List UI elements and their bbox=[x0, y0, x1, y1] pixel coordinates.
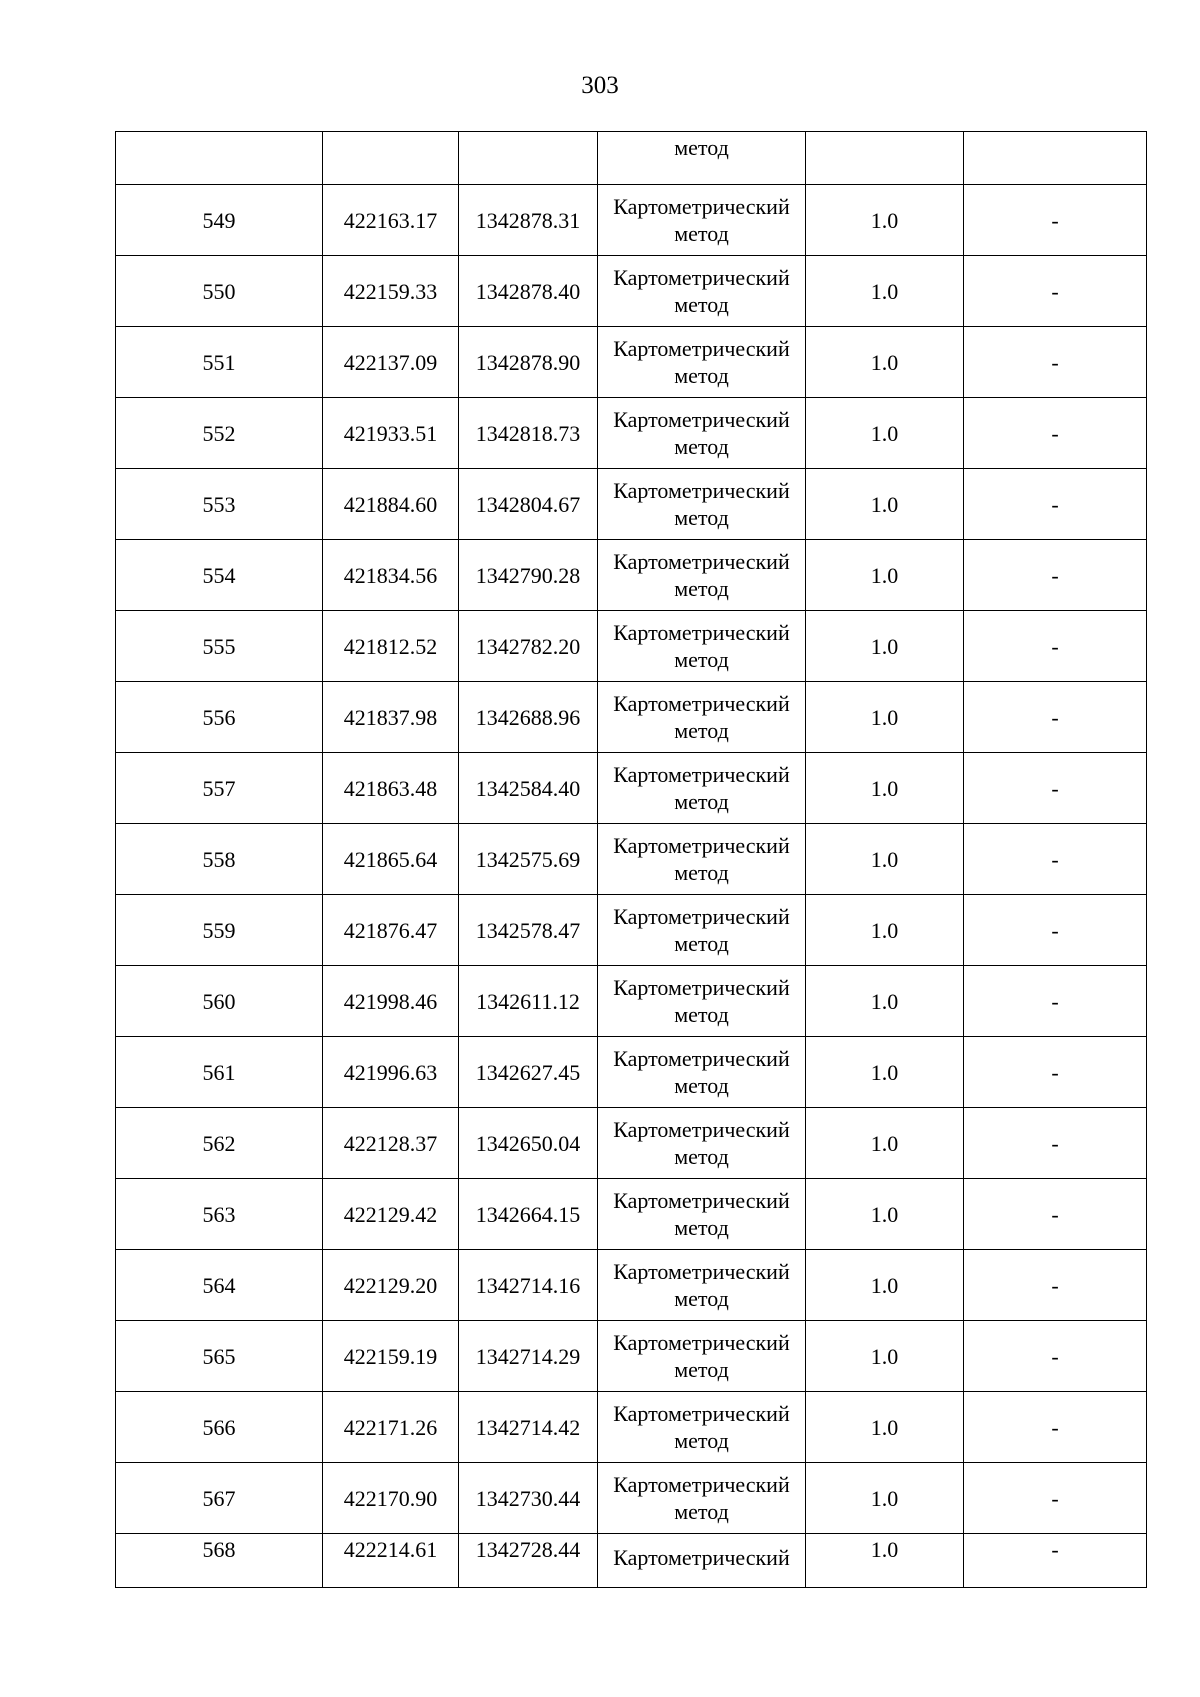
table-body bbox=[116, 132, 1147, 1588]
cell-method: Картометрический метод bbox=[598, 895, 806, 966]
cell-num: 552 bbox=[116, 398, 323, 469]
cell-accuracy: 1.0 bbox=[806, 1108, 964, 1179]
cell-accuracy: 1.0 bbox=[806, 1463, 964, 1534]
cell-num: 558 bbox=[116, 824, 323, 895]
cell-x: 421876.47 bbox=[323, 895, 459, 966]
table-row-partial bbox=[116, 1534, 1147, 1588]
cell-accuracy: 1.0 bbox=[806, 398, 964, 469]
cell-y: 1342714.29 bbox=[459, 1321, 598, 1392]
table-row bbox=[116, 966, 1147, 1037]
cell-description bbox=[964, 132, 1147, 185]
cell-accuracy: 1.0 bbox=[806, 1037, 964, 1108]
cell-x: 422159.19 bbox=[323, 1321, 459, 1392]
table-row bbox=[116, 824, 1147, 895]
cell-method: Картометрический метод bbox=[598, 1179, 806, 1250]
cell-num: 564 bbox=[116, 1250, 323, 1321]
cell-x: 422170.90 bbox=[323, 1463, 459, 1534]
cell-description: - bbox=[964, 966, 1147, 1037]
cell-description: - bbox=[964, 753, 1147, 824]
table-row bbox=[116, 1321, 1147, 1392]
cell-method: Картометрический метод bbox=[598, 1037, 806, 1108]
cell-description: - bbox=[964, 682, 1147, 753]
cell-x: 421996.63 bbox=[323, 1037, 459, 1108]
cell-description: - bbox=[964, 1392, 1147, 1463]
cell-method: Картометрический метод bbox=[598, 966, 806, 1037]
cell-num: 555 bbox=[116, 611, 323, 682]
table-row bbox=[116, 327, 1147, 398]
cell-accuracy: 1.0 bbox=[806, 1250, 964, 1321]
cell-description: - bbox=[964, 824, 1147, 895]
cell-num: 562 bbox=[116, 1108, 323, 1179]
cell-y: 1342584.40 bbox=[459, 753, 598, 824]
cell-accuracy: 1.0 bbox=[806, 185, 964, 256]
cell-description: - bbox=[964, 611, 1147, 682]
table-row bbox=[116, 1392, 1147, 1463]
cell-x: 421865.64 bbox=[323, 824, 459, 895]
page-number: 303 bbox=[581, 72, 619, 99]
cell-description: - bbox=[964, 1534, 1147, 1588]
cell-accuracy bbox=[806, 132, 964, 185]
table-row bbox=[116, 1179, 1147, 1250]
table-row bbox=[116, 398, 1147, 469]
cell-description: - bbox=[964, 327, 1147, 398]
cell-num: 554 bbox=[116, 540, 323, 611]
cell-accuracy: 1.0 bbox=[806, 469, 964, 540]
cell-method: Картометрический метод bbox=[598, 824, 806, 895]
cell-accuracy: 1.0 bbox=[806, 1534, 964, 1588]
cell-description: - bbox=[964, 895, 1147, 966]
cell-method: Картометрический метод bbox=[598, 398, 806, 469]
cell-y: 1342575.69 bbox=[459, 824, 598, 895]
table-row bbox=[116, 895, 1147, 966]
cell-x: 421834.56 bbox=[323, 540, 459, 611]
cell-y: 1342790.28 bbox=[459, 540, 598, 611]
table-row bbox=[116, 753, 1147, 824]
cell-num: 557 bbox=[116, 753, 323, 824]
cell-x: 422129.42 bbox=[323, 1179, 459, 1250]
cell-x: 422128.37 bbox=[323, 1108, 459, 1179]
carry-over-row bbox=[116, 132, 1147, 185]
cell-x bbox=[323, 132, 459, 185]
cell-method: Картометрический метод bbox=[598, 1392, 806, 1463]
cell-method: Картометрический метод bbox=[598, 1321, 806, 1392]
table-row bbox=[116, 256, 1147, 327]
cell-x: 421837.98 bbox=[323, 682, 459, 753]
cell-y: 1342878.90 bbox=[459, 327, 598, 398]
cell-description: - bbox=[964, 1321, 1147, 1392]
cell-description: - bbox=[964, 469, 1147, 540]
table-row bbox=[116, 1037, 1147, 1108]
cell-x: 422129.20 bbox=[323, 1250, 459, 1321]
cell-num: 551 bbox=[116, 327, 323, 398]
cell-num: 560 bbox=[116, 966, 323, 1037]
cell-num: 559 bbox=[116, 895, 323, 966]
cell-num: 568 bbox=[116, 1534, 323, 1588]
cell-num bbox=[116, 132, 323, 185]
cell-method: Картометрический метод bbox=[598, 1250, 806, 1321]
cell-num: 561 bbox=[116, 1037, 323, 1108]
cell-method: Картометрический метод bbox=[598, 540, 806, 611]
cell-method: Картометрический метод bbox=[598, 256, 806, 327]
cell-y: 1342627.45 bbox=[459, 1037, 598, 1108]
cell-description: - bbox=[964, 1250, 1147, 1321]
cell-x: 421998.46 bbox=[323, 966, 459, 1037]
cell-y: 1342728.44 bbox=[459, 1534, 598, 1588]
cell-y: 1342818.73 bbox=[459, 398, 598, 469]
cell-description: - bbox=[964, 256, 1147, 327]
cell-y: 1342730.44 bbox=[459, 1463, 598, 1534]
cell-method: Картометрический метод bbox=[598, 469, 806, 540]
cell-method: Картометрический метод bbox=[598, 1108, 806, 1179]
cell-y: 1342804.67 bbox=[459, 469, 598, 540]
cell-x: 422137.09 bbox=[323, 327, 459, 398]
cell-x: 422171.26 bbox=[323, 1392, 459, 1463]
cell-accuracy: 1.0 bbox=[806, 611, 964, 682]
cell-y: 1342782.20 bbox=[459, 611, 598, 682]
cell-accuracy: 1.0 bbox=[806, 327, 964, 398]
cell-y: 1342664.15 bbox=[459, 1179, 598, 1250]
cell-accuracy: 1.0 bbox=[806, 753, 964, 824]
cell-num: 567 bbox=[116, 1463, 323, 1534]
cell-method: Картометрический метод bbox=[598, 185, 806, 256]
cell-accuracy: 1.0 bbox=[806, 682, 964, 753]
cell-y: 1342688.96 bbox=[459, 682, 598, 753]
cell-method: Картометрический метод bbox=[598, 753, 806, 824]
cell-method: Картометрический метод bbox=[598, 611, 806, 682]
coordinates-table bbox=[115, 131, 1147, 1588]
cell-accuracy: 1.0 bbox=[806, 540, 964, 611]
cell-x: 421863.48 bbox=[323, 753, 459, 824]
cell-method: метод bbox=[598, 132, 806, 185]
cell-y: 1342714.16 bbox=[459, 1250, 598, 1321]
table-row bbox=[116, 1250, 1147, 1321]
cell-y: 1342878.40 bbox=[459, 256, 598, 327]
cell-method: Картометрический метод bbox=[598, 327, 806, 398]
table-row bbox=[116, 469, 1147, 540]
cell-num: 566 bbox=[116, 1392, 323, 1463]
table-row bbox=[116, 1463, 1147, 1534]
cell-x: 421884.60 bbox=[323, 469, 459, 540]
cell-accuracy: 1.0 bbox=[806, 824, 964, 895]
cell-method: Картометрический метод bbox=[598, 1463, 806, 1534]
cell-description: - bbox=[964, 540, 1147, 611]
cell-x: 421812.52 bbox=[323, 611, 459, 682]
cell-num: 556 bbox=[116, 682, 323, 753]
cell-description: - bbox=[964, 185, 1147, 256]
table-row bbox=[116, 185, 1147, 256]
cell-description: - bbox=[964, 1037, 1147, 1108]
cell-description: - bbox=[964, 1108, 1147, 1179]
cell-num: 549 bbox=[116, 185, 323, 256]
cell-accuracy: 1.0 bbox=[806, 895, 964, 966]
cell-description: - bbox=[964, 1179, 1147, 1250]
cell-accuracy: 1.0 bbox=[806, 256, 964, 327]
table-row bbox=[116, 540, 1147, 611]
cell-description: - bbox=[964, 398, 1147, 469]
cell-x: 421933.51 bbox=[323, 398, 459, 469]
cell-num: 565 bbox=[116, 1321, 323, 1392]
cell-x: 422163.17 bbox=[323, 185, 459, 256]
cell-method: Картометрический bbox=[598, 1534, 806, 1588]
table-row bbox=[116, 611, 1147, 682]
cell-method: Картометрический метод bbox=[598, 682, 806, 753]
table-row bbox=[116, 1108, 1147, 1179]
cell-y: 1342714.42 bbox=[459, 1392, 598, 1463]
cell-accuracy: 1.0 bbox=[806, 1321, 964, 1392]
cell-y: 1342878.31 bbox=[459, 185, 598, 256]
cell-y bbox=[459, 132, 598, 185]
cell-accuracy: 1.0 bbox=[806, 1179, 964, 1250]
cell-num: 563 bbox=[116, 1179, 323, 1250]
cell-y: 1342578.47 bbox=[459, 895, 598, 966]
cell-x: 422159.33 bbox=[323, 256, 459, 327]
cell-num: 550 bbox=[116, 256, 323, 327]
cell-y: 1342650.04 bbox=[459, 1108, 598, 1179]
cell-accuracy: 1.0 bbox=[806, 1392, 964, 1463]
cell-description: - bbox=[964, 1463, 1147, 1534]
cell-y: 1342611.12 bbox=[459, 966, 598, 1037]
cell-num: 553 bbox=[116, 469, 323, 540]
table-row bbox=[116, 682, 1147, 753]
cell-accuracy: 1.0 bbox=[806, 966, 964, 1037]
cell-x: 422214.61 bbox=[323, 1534, 459, 1588]
